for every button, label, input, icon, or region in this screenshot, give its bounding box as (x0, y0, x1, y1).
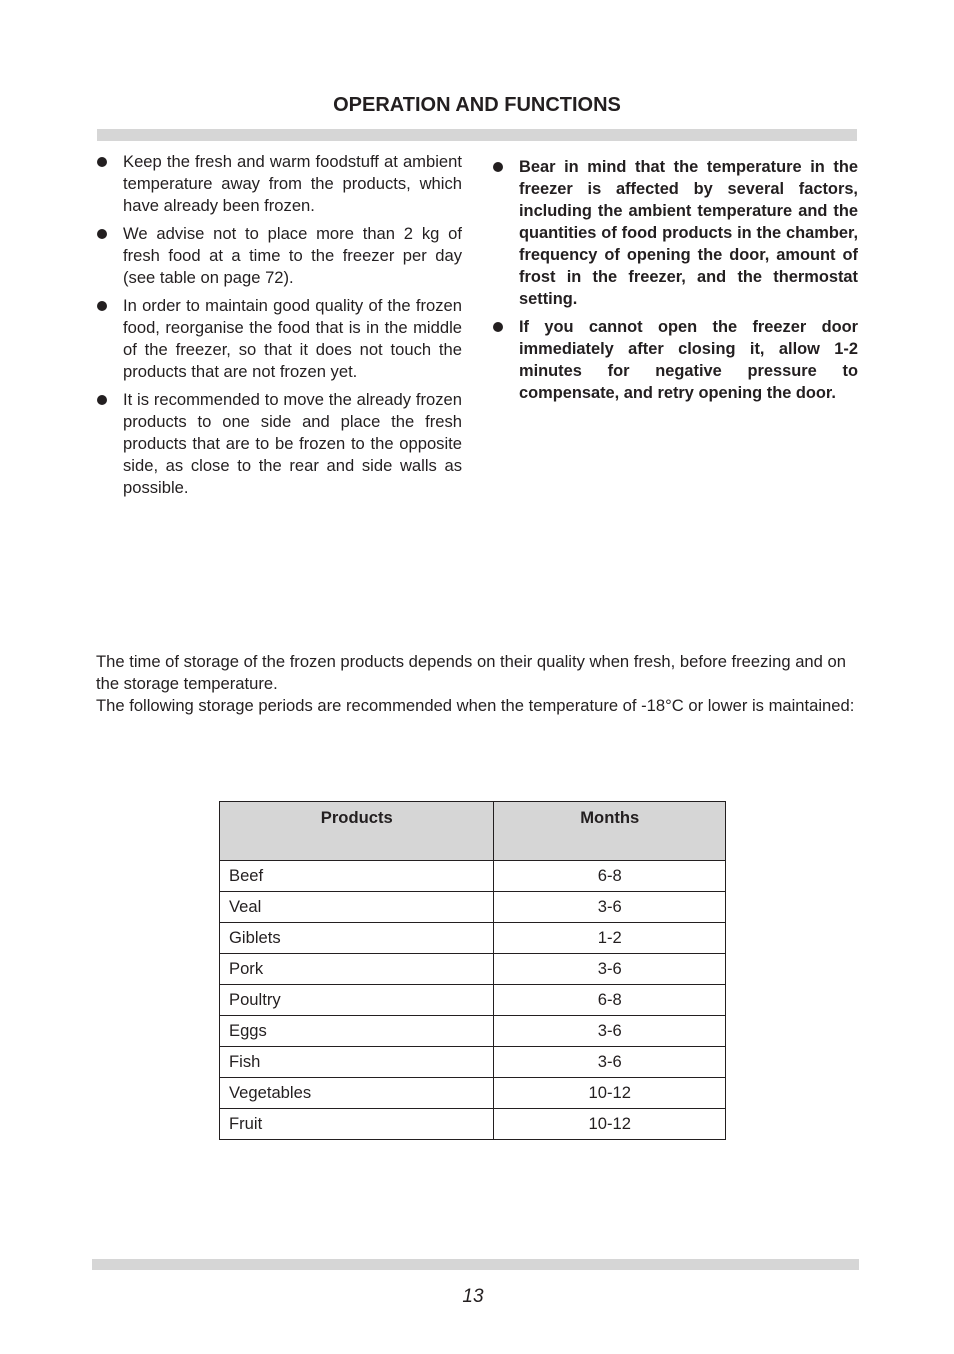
bullet-icon (97, 157, 107, 167)
page-title: OPERATION AND FUNCTIONS (333, 94, 621, 116)
bullet-icon (97, 229, 107, 239)
table-row (220, 1109, 726, 1140)
storage-period-table (219, 801, 726, 1140)
product-cell: Eggs (220, 1016, 494, 1047)
right-bullet-list (492, 156, 858, 410)
bullet-text: If you cannot open the freezer door immediately after closing it, allow 1-2 minutes for negative pressure to compensate, and retry opening the door. (519, 318, 858, 402)
bullet-item-bold (492, 156, 858, 310)
product-cell: Fruit (220, 1109, 494, 1140)
bullet-item (96, 389, 462, 499)
bullet-text: In order to maintain good quality of the frozen food, reorganise the food that is in the middle of the freezer, so that it does not touch the products that are not frozen yet. (123, 296, 462, 381)
months-cell: 3-6 (494, 954, 726, 985)
bullet-text: We advise not to place more than 2 kg of fresh food at a time to the freezer per day (see table on page 72). (123, 224, 462, 287)
product-cell: Fish (220, 1047, 494, 1078)
product-cell: Giblets (220, 923, 494, 954)
bullet-icon (493, 322, 503, 332)
table-header-row (220, 802, 726, 861)
left-bullet-list (96, 151, 462, 505)
bullet-icon (493, 162, 503, 172)
column-header-months: Months (494, 802, 726, 861)
months-cell: 10-12 (494, 1078, 726, 1109)
header-divider (97, 129, 857, 141)
months-cell: 6-8 (494, 985, 726, 1016)
bullet-text: It is recommended to move the already frozen products to one side and place the fresh products that are to be frozen to the opposite side, as close to the rear and side walls as possible. (123, 390, 462, 497)
months-cell: 1-2 (494, 923, 726, 954)
storage-intro (96, 651, 858, 717)
bullet-item (96, 295, 462, 383)
bullet-icon (97, 395, 107, 405)
months-cell: 6-8 (494, 861, 726, 892)
months-cell: 10-12 (494, 1109, 726, 1140)
intro-paragraph: The following storage periods are recommended when the temperature of -18°C or lower is maintained: (96, 696, 855, 715)
months-cell: 3-6 (494, 1047, 726, 1078)
bullet-text: Keep the fresh and warm foodstuff at ambient temperature away from the products, which have already been frozen. (123, 152, 462, 215)
months-cell: 3-6 (494, 892, 726, 923)
product-cell: Poultry (220, 985, 494, 1016)
table-row (220, 892, 726, 923)
page-number: 13 (462, 1286, 484, 1307)
table-row (220, 1047, 726, 1078)
column-header-products: Products (220, 802, 494, 861)
bullet-icon (97, 301, 107, 311)
product-cell: Pork (220, 954, 494, 985)
table-row (220, 923, 726, 954)
bullet-item-bold (492, 316, 858, 404)
table-row (220, 1078, 726, 1109)
table-row (220, 985, 726, 1016)
bullet-item (96, 151, 462, 217)
table-row (220, 861, 726, 892)
table-row (220, 1016, 726, 1047)
product-cell: Beef (220, 861, 494, 892)
product-cell: Veal (220, 892, 494, 923)
intro-paragraph: The time of storage of the frozen products depends on their quality when fresh, before freezing and on the storage temperature. (96, 652, 846, 693)
product-cell: Vegetables (220, 1078, 494, 1109)
table-row (220, 954, 726, 985)
bullet-text: Bear in mind that the temperature in the freezer is affected by several factors, including the ambient temperature and the quantities of food products in the chamber, frequency of opening the door, amount of frost in the freezer, and the thermostat setting. (519, 158, 858, 308)
footer-divider (92, 1259, 859, 1270)
bullet-item (96, 223, 462, 289)
months-cell: 3-6 (494, 1016, 726, 1047)
